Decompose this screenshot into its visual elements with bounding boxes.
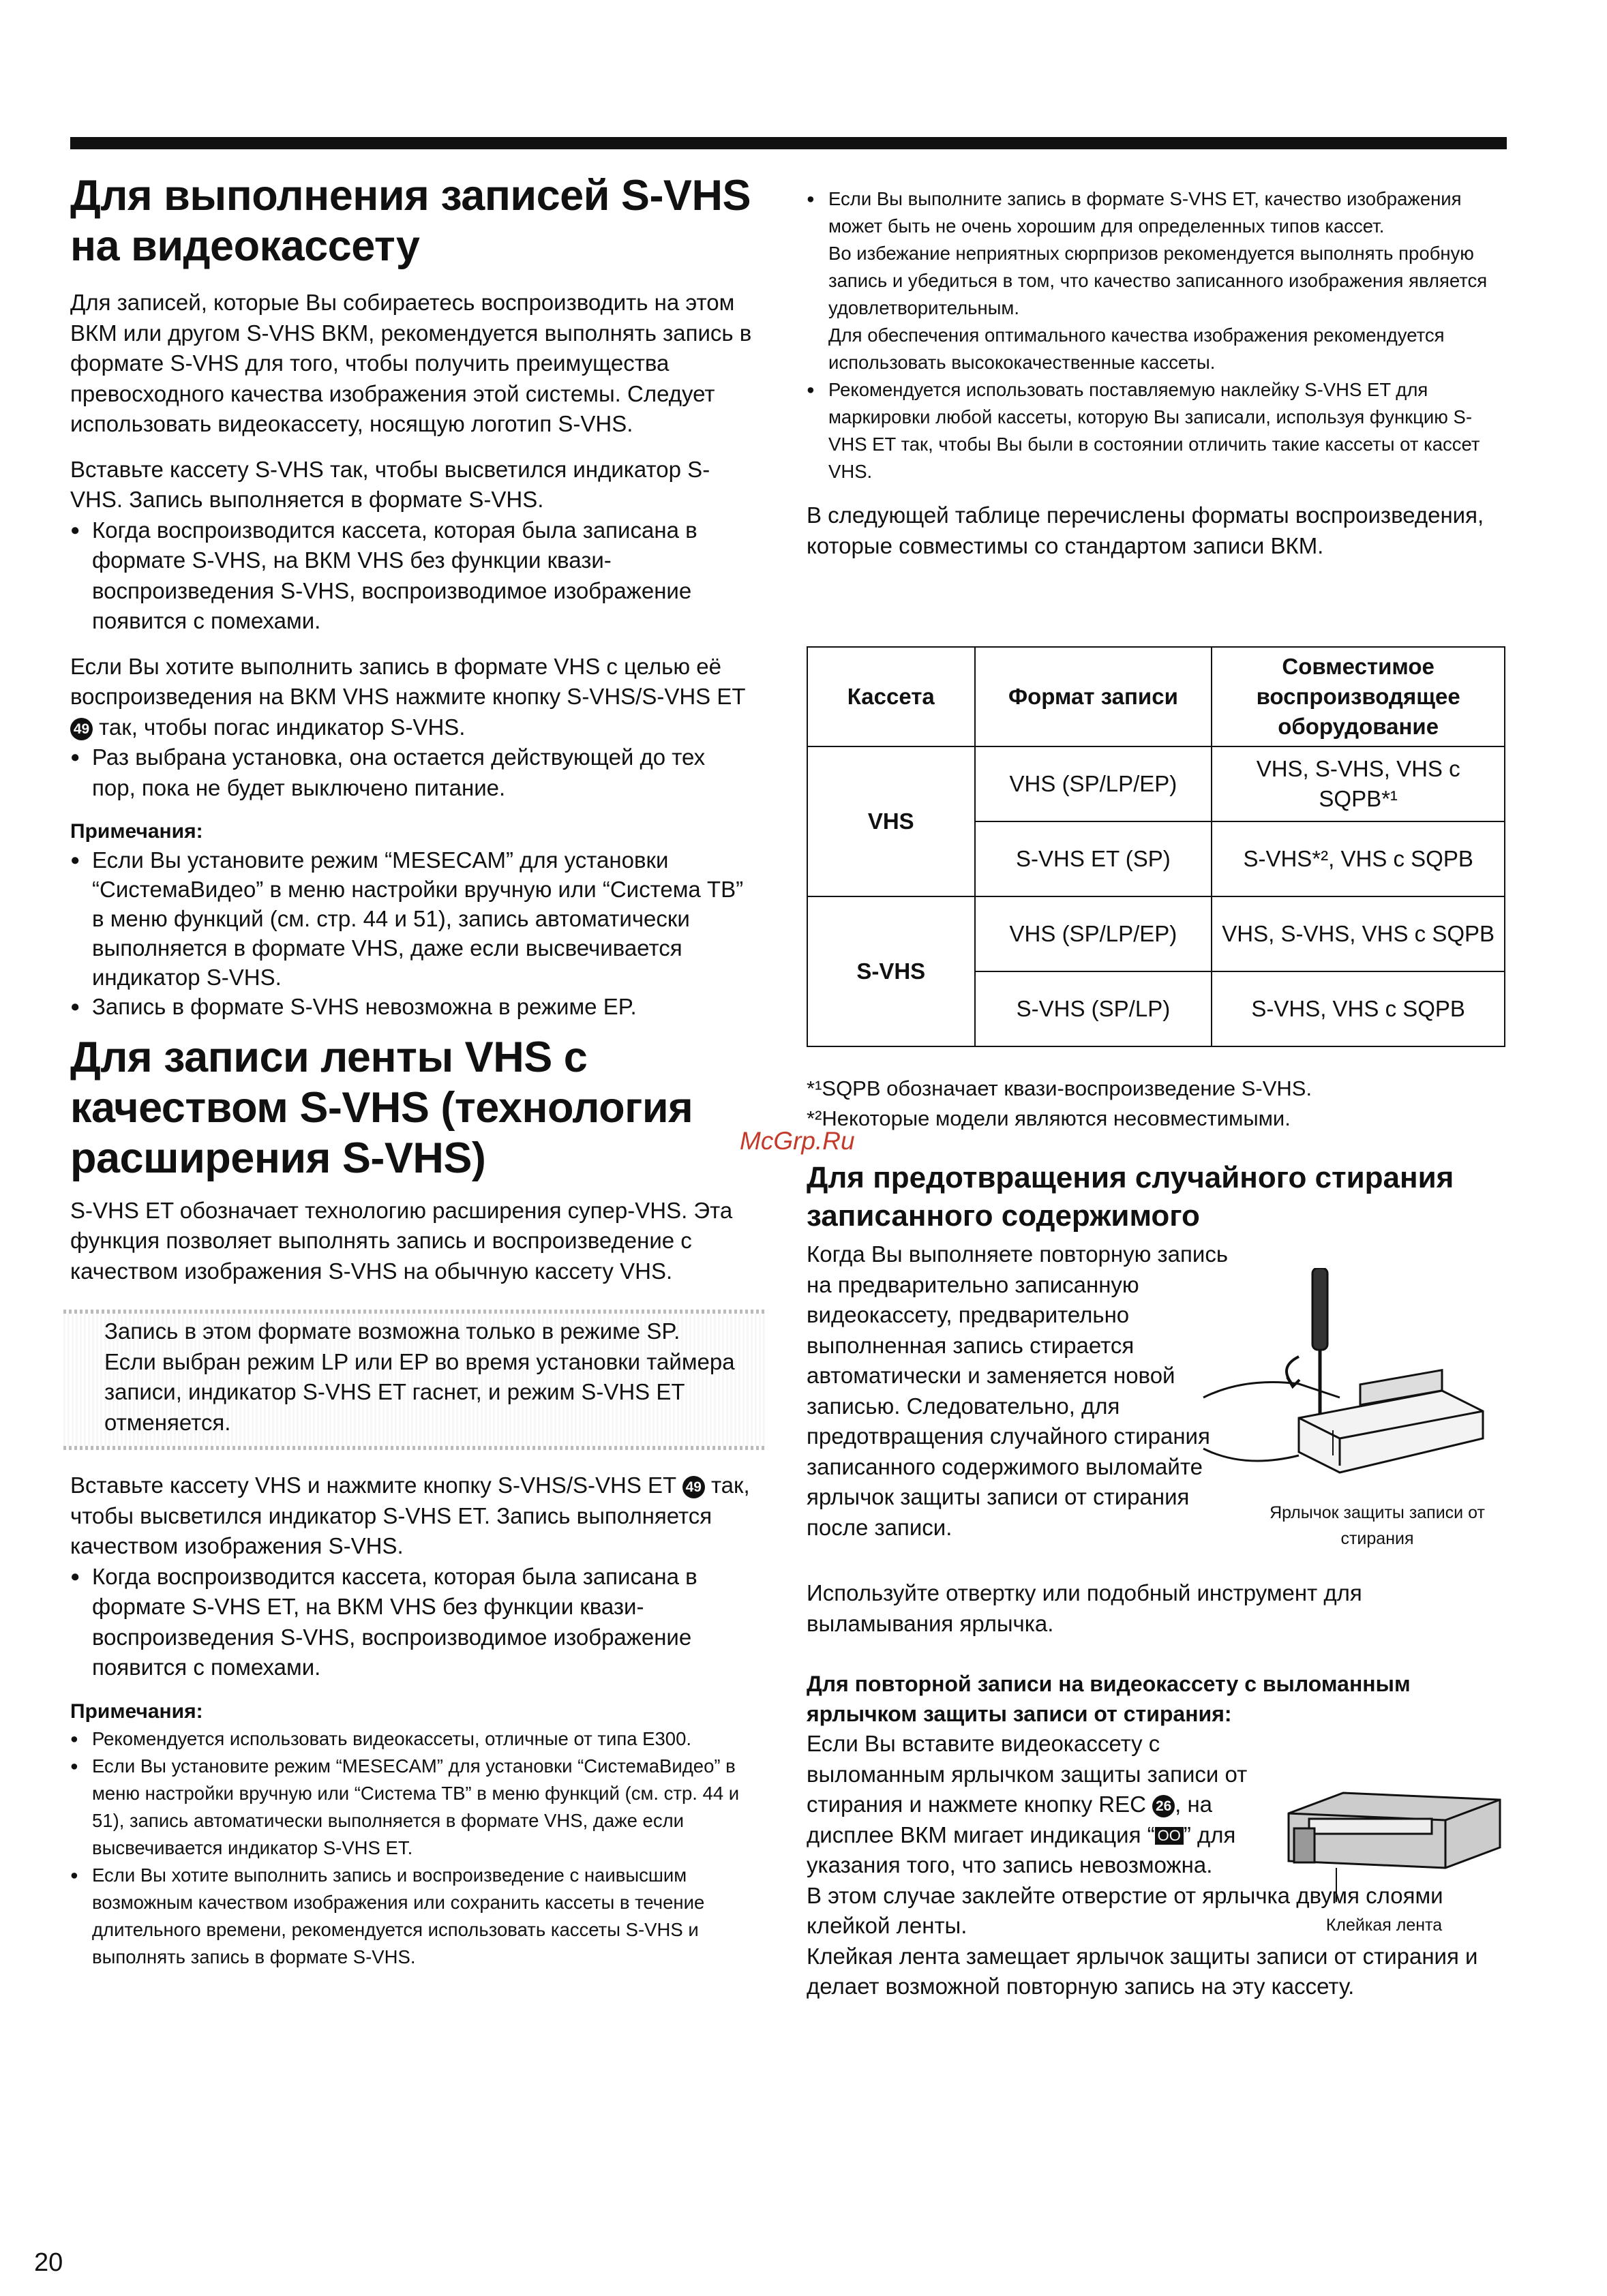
table-cell: S-VHS*², VHS с SQPB [1212, 821, 1505, 896]
table-header-row [807, 647, 1505, 746]
note-item: ● Если Вы хотите выполнить запись и воспроизведение с наивысшим возможным качеством изображения или сохранить кассеты в течение длительного времени, рекомендуется использовать кассеты S-VHS и выполнять запись в формате S-VHS. [70, 1862, 752, 1971]
footnote: *¹SQPB обозначает квази-воспроизведение S-VHS. [807, 1076, 1312, 1100]
table-cell: S-VHS, VHS с SQPB [1212, 971, 1505, 1046]
cassette-tab-breaking-illustration [1190, 1268, 1490, 1500]
note-item: ● Если Вы установите режим “MESECAM” для установки “СистемаВидео” в меню настройки вручную или “Система ТВ” в меню функций (см. стр. 44 и 51), запись автоматически выполняется в формате VHS, даже если высвечивается индикатор S-VHS ET. [70, 1753, 752, 1862]
table-cell: S-VHS (SP/LP) [975, 971, 1212, 1046]
info-box [63, 1310, 766, 1450]
paragraph: Клейкая лента замещает ярлычок защиты записи от стирания и делает возможной повторную запись на эту кассету. [807, 1943, 1478, 1999]
bullet-item: ● Когда воспроизводится кассета, которая была записана в формате S-VHS ET, на ВКМ VHS без функции квази-воспроизведения S-VHS, воспроизводимое изображение появится с помехами. [70, 1562, 752, 1683]
button-number-badge: 49 [682, 1476, 705, 1498]
table-footnotes [807, 1074, 1505, 1134]
button-number-badge: 26 [1152, 1795, 1175, 1817]
table-header: Кассета [807, 647, 975, 746]
paragraph: Если Вы вставите видеокассету с выломанным ярлычком защиты записи от стирания и нажмете кнопку REC 26 , на дисплее ВКМ мигает индикация “ OO ” для указания того, что запись невозможна. [807, 1731, 1248, 1877]
cassette-tape-illustration [1282, 1786, 1507, 1909]
screwdriver-handle-icon [1312, 1268, 1327, 1350]
bullet-item: ● Если Вы выполните запись в формате S-VHS ET, качество изображения может быть не очень хорошим для определенных типов кассет. Во избежание неприятных сюрпризов рекомендуется выполнять пробную запись и убедиться в том, что качество записанного изображения является удовлетворительным. Для обеспечения оптимального качества изображения рекомендуется использовать высококачественные кассеты. [807, 185, 1505, 376]
watermark: McGrp.Ru [740, 1127, 855, 1155]
table-cell-cassette: S-VHS [807, 896, 975, 1046]
paragraph: S-VHS ET обозначает технологию расширения супер-VHS. Эта функция позволяет выполнять запись и воспроизведение с качеством изображения S-VHS на обычную кассету VHS. [70, 1197, 733, 1284]
button-number-badge: 49 [70, 718, 93, 740]
table-cell: S-VHS ET (SP) [975, 821, 1212, 896]
paragraph: Используйте отвертку или подобный инструмент для выламывания ярлычка. [807, 1580, 1362, 1636]
table-cell: VHS, S-VHS, VHS с SQPB [1212, 896, 1505, 971]
note-item: ● Запись в формате S-VHS невозможна в режиме EP. [70, 992, 752, 1023]
table-cell: VHS (SP/LP/EP) [975, 746, 1212, 821]
paragraph: Вставьте кассету S-VHS так, чтобы высветился индикатор S-VHS. Запись выполняется в формате S-VHS. [70, 456, 710, 512]
footnote: *²Некоторые модели являются несовместимыми. [807, 1106, 1291, 1130]
paragraph: Когда Вы выполняете повторную запись на предварительно записанную видеокассету, предварительно выполненная запись стирается автоматически и заменяется новой записью. Следовательно, для предотвращения случайного стирания записанного содержимого выломайте ярлычок защиты записи от стирания после записи. [807, 1241, 1229, 1540]
figure-caption: Ярлычок защиты записи от стирания [1270, 1503, 1485, 1548]
table-cell: VHS, S-VHS, VHS с SQPB*¹ [1212, 746, 1505, 821]
section-title-erase-prevention: Для предотвращения случайного стирания записанного содержимого [807, 1161, 1454, 1233]
paragraph: В этом случае заклейте отверстие от ярлычка двумя слоями клейкой ленты. [807, 1882, 1443, 1938]
bullet-item: ● Раз выбрана установка, она остается действующей до тех пор, пока не будет выключено питание. [70, 742, 752, 803]
subsection-title: Для повторной записи на видеокассету с выломанным ярлычком защиты записи от стирания: [807, 1672, 1411, 1726]
paragraph: Если Вы хотите выполнить запись в формате VHS с целью её воспроизведения на ВКМ VHS нажмите кнопку S-VHS/S-VHS ET 49 так, чтобы погас индикатор S-VHS. [70, 653, 745, 740]
top-rule [70, 137, 1507, 149]
table-header: Формат записи [975, 647, 1212, 746]
table-cell: VHS (SP/LP/EP) [975, 896, 1212, 971]
paragraph: В следующей таблице перечислены форматы воспроизведения, которые совместимы со стандартом записи ВКМ. [807, 502, 1484, 558]
right-column-top [807, 185, 1505, 561]
page-number: 20 [34, 2248, 63, 2277]
table-cell-cassette: VHS [807, 746, 975, 896]
tape-indicator-icon: OO [1155, 1827, 1184, 1845]
table-header: Совместимое воспроизводящее оборудование [1212, 647, 1505, 746]
paragraph: Вставьте кассету VHS и нажмите кнопку S-VHS/S-VHS ET 49 так, чтобы высветился индикатор S-VHS ET. Запись выполняется качеством изображения S-VHS. [70, 1472, 750, 1558]
notes-title: Примечания: [70, 820, 203, 843]
section-title-svhs-recording: Для выполнения записей S-VHS на видеокассету [70, 172, 751, 270]
bullet-item: ● Когда воспроизводится кассета, которая была записана в формате S-VHS, на ВКМ VHS без функции квази-воспроизведения S-VHS, воспроизводимое изображение появится с помехами. [70, 515, 752, 637]
notes-title: Примечания: [70, 1700, 203, 1723]
left-column [70, 170, 752, 1971]
paragraph: Для записей, которые Вы собираетесь воспроизводить на этом ВКМ или другом S-VHS ВКМ, рекомендуется выполнять запись в формате S-VHS для того, чтобы получить преимущества превосходного качества изображения этой системы. Следует использовать видеокассету, носящую логотип S-VHS. [70, 290, 752, 436]
table-row [807, 896, 1505, 971]
info-box-line: Если выбран режим LP или EP во время установки таймера записи, индикатор S-VHS ET гаснет, и режим S-VHS ET отменяется. [104, 1348, 735, 1435]
note-item: ● Рекомендуется использовать видеокассеты, отличные от типа E300. [70, 1725, 752, 1753]
bullet-item: ● Рекомендуется использовать поставляемую наклейку S-VHS ET для маркировки любой кассеты, которую Вы записали, используя функцию S-VHS ET так, чтобы Вы были в состоянии отличить такие кассеты от кассет VHS. [807, 376, 1505, 485]
table-row [807, 746, 1505, 821]
info-box-line: Запись в этом формате возможна только в режиме SP. [104, 1318, 680, 1344]
section-title-svhs-et: Для записи ленты VHS с качеством S-VHS (технология расширения S-VHS) [70, 1033, 693, 1182]
compatibility-table [807, 646, 1505, 1047]
figure-caption: Клейкая лента [1325, 1916, 1443, 1935]
note-item: ● Если Вы установите режим “MESECAM” для установки “СистемаВидео” в меню настройки вручную или “Система ТВ” в меню функций (см. стр. 44 и 51), запись автоматически выполняется в формате VHS, даже если высвечивается индикатор S-VHS. [70, 845, 752, 992]
